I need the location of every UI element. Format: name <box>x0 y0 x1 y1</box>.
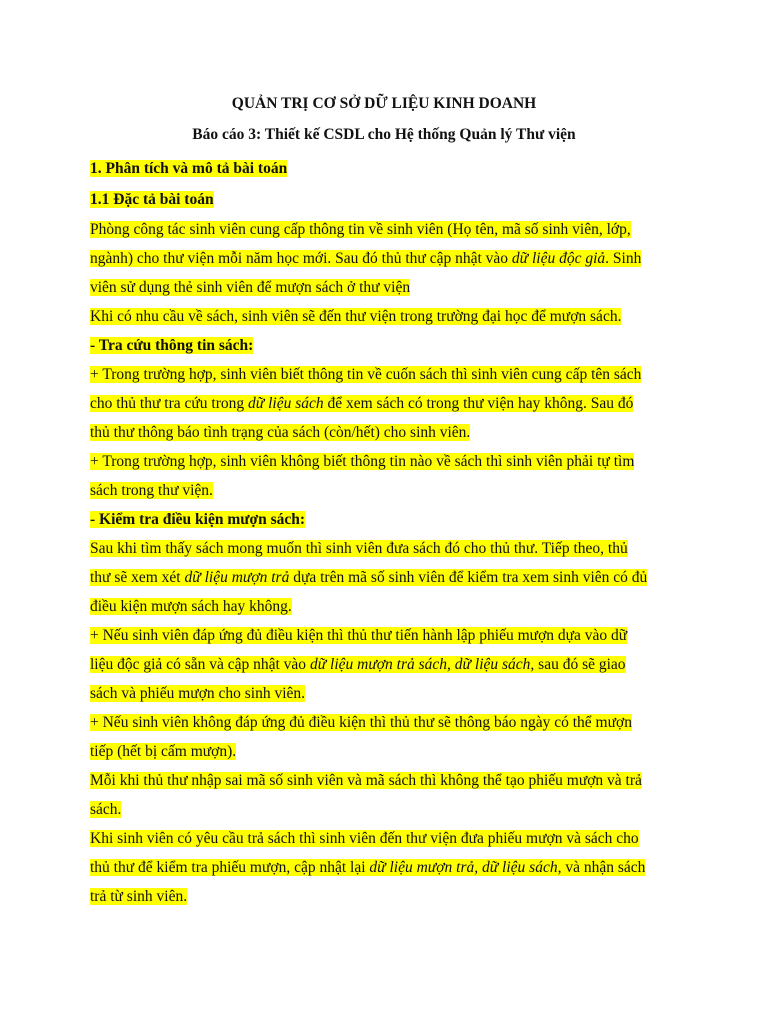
line-text <box>90 250 641 267</box>
line-text: điều kiện mượn sách hay không. <box>90 598 292 615</box>
section-heading-1-1-text: 1.1 Đặc tả bài toán <box>90 191 214 208</box>
paragraph-line <box>90 770 642 792</box>
subheading-eligibility-text: - Kiểm tra điều kiện mượn sách: <box>90 511 306 528</box>
paragraph-line <box>90 248 641 270</box>
line-text-a: cho thủ thư tra cứu trong <box>90 395 248 412</box>
subheading-eligibility <box>90 509 305 531</box>
line-text-c: dựa trên mã số sinh viên để kiểm tra xem sinh viên có đủ <box>289 569 648 586</box>
line-text: sách trong thư viện. <box>90 482 213 499</box>
paragraph-line <box>90 306 621 328</box>
line-text <box>90 395 633 412</box>
line-text: + Trong trường hợp, sinh viên không biết thông tin nào về sách thì sinh viên phải tự tìm <box>90 453 635 470</box>
paragraph-line <box>90 422 470 444</box>
paragraph-line <box>90 741 236 763</box>
line-text: sách và phiếu mượn cho sinh viên. <box>90 685 306 702</box>
section-heading-1 <box>90 160 287 178</box>
line-text <box>90 656 626 673</box>
line-text-a: thủ thư để kiểm tra phiếu mượn, cập nhật lại <box>90 859 370 876</box>
line-text-a: ngành) cho thư viện mỗi năm học mới. Sau đó thủ thư cập nhật vào <box>90 250 512 267</box>
line-text: Phòng công tác sinh viên cung cấp thông tin về sinh viên (Họ tên, mã số sinh viên, lớp, <box>90 221 631 238</box>
line-text: Mỗi khi thủ thư nhập sai mã số sinh viên và mã sách thì không thể tạo phiếu mượn và trả <box>90 772 642 789</box>
line-text-c: để xem sách có trong thư viện hay không. Sau đó <box>323 395 634 412</box>
line-text: sách. <box>90 801 122 818</box>
line-text-a: thư sẽ xem xét <box>90 569 185 586</box>
paragraph-line <box>90 828 639 850</box>
paragraph-line <box>90 480 213 502</box>
section-heading-1-text: 1. Phân tích và mô tả bài toán <box>90 160 288 177</box>
paragraph-line <box>90 625 627 647</box>
document-subtitle: Báo cáo 3: Thiết kế CSDL cho Hệ thống Quản lý Thư viện <box>192 126 576 143</box>
italic-term: dữ liệu mượn trả <box>184 569 290 586</box>
line-text <box>90 859 645 876</box>
paragraph-line <box>90 799 121 821</box>
paragraph-line <box>90 596 292 618</box>
paragraph-line <box>90 857 645 879</box>
paragraph-line <box>90 393 633 415</box>
line-text: trả từ sinh viên. <box>90 888 188 905</box>
line-text-c: . Sinh <box>605 250 642 267</box>
line-text: Sau khi tìm thấy sách mong muốn thì sinh viên đưa sách đó cho thủ thư. Tiếp theo, thủ <box>90 540 628 557</box>
document-title: QUẢN TRỊ CƠ SỞ DỮ LIỆU KINH DOANH <box>231 95 537 112</box>
line-text-a: liệu độc giả có sẵn và cập nhật vào <box>90 656 310 673</box>
line-text: tiếp (hết bị cấm mượn). <box>90 743 237 760</box>
line-text: Khi có nhu cầu về sách, sinh viên sẽ đến thư viện trong trường đại học để mượn sách. <box>90 308 622 325</box>
paragraph-line <box>90 219 631 241</box>
line-text: + Trong trường hợp, sinh viên biết thông tin về cuốn sách thì sinh viên cung cấp tên sách <box>90 366 642 383</box>
paragraph-line <box>90 451 634 473</box>
italic-term: dữ liệu sách <box>248 395 324 412</box>
paragraph-line <box>90 364 641 386</box>
line-text: Khi sinh viên có yêu cầu trả sách thì sinh viên đến thư viện đưa phiếu mượn và sách cho <box>90 830 639 847</box>
paragraph-line <box>90 567 647 589</box>
section-heading-1-1 <box>90 191 214 209</box>
paragraph-line <box>90 886 187 908</box>
italic-term: dữ liệu mượn trả, dữ liệu sách, <box>369 859 562 876</box>
paragraph-line <box>90 654 626 676</box>
line-text: + Nếu sinh viên không đáp ứng đủ điều kiện thì thủ thư sẽ thông báo ngày có thể mượn <box>90 714 632 731</box>
italic-term: dữ liệu độc giả <box>511 250 606 267</box>
line-text-c: sau đó sẽ giao <box>534 656 626 673</box>
paragraph-line <box>90 538 628 560</box>
line-text: + Nếu sinh viên đáp ứng đủ điều kiện thì thủ thư tiến hành lập phiếu mượn dựa vào dữ <box>90 627 628 644</box>
line-text: thủ thư thông báo tình trạng của sách (còn/hết) cho sinh viên. <box>90 424 471 441</box>
line-text: viên sử dụng thẻ sinh viên để mượn sách ở thư viện <box>90 279 411 296</box>
line-text <box>90 569 647 586</box>
italic-term: dữ liệu mượn trả sách, dữ liệu sách, <box>309 656 535 673</box>
line-text-c: và nhận sách <box>561 859 646 876</box>
subheading-lookup-text: - Tra cứu thông tin sách: <box>90 337 254 354</box>
paragraph-line <box>90 683 305 705</box>
paragraph-line <box>90 277 410 299</box>
paragraph-line <box>90 712 632 734</box>
subheading-lookup <box>90 335 253 357</box>
